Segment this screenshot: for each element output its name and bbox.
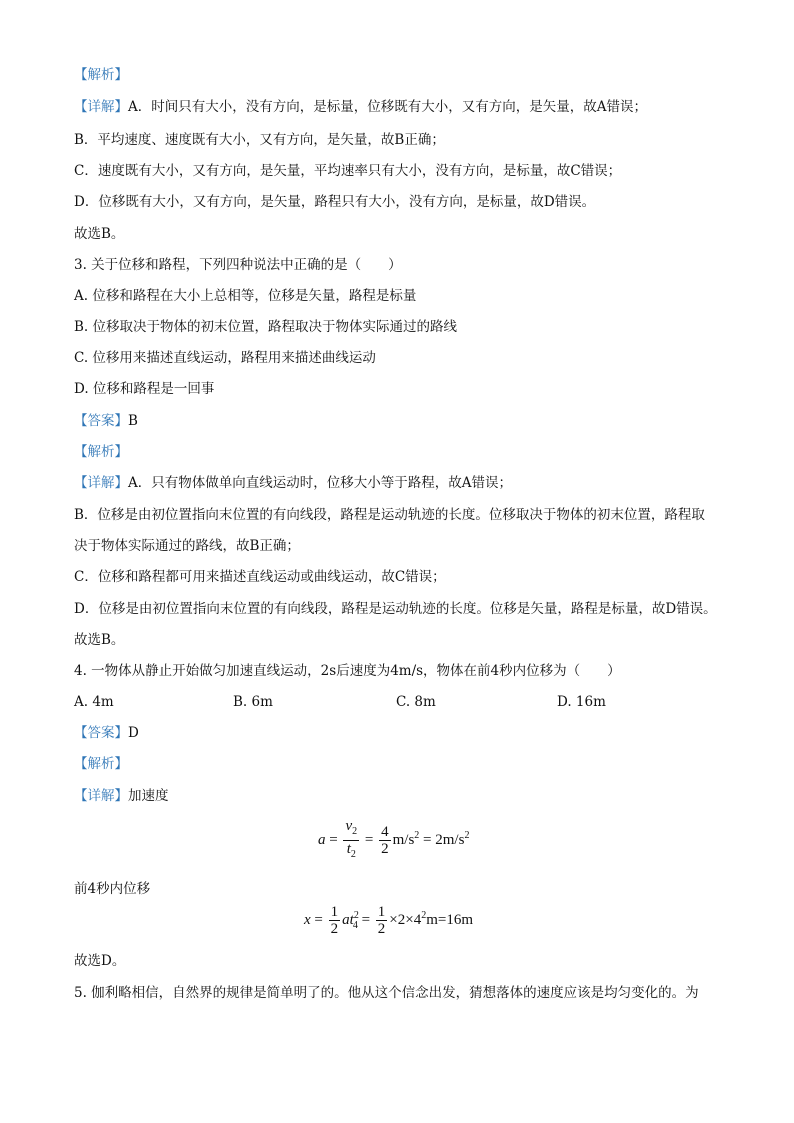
formula-sub: 2 xyxy=(352,826,358,837)
detail-text: A．只有物体做单向直线运动时，位移大小等于路程，故A错误； xyxy=(128,475,512,491)
formula-unit: m/s xyxy=(392,831,415,848)
explain-line: C．速度既有大小，又有方向，是矢量，平均速率只有大小，没有方向，是标量，故C错误； xyxy=(74,163,622,179)
formula-num: 1 xyxy=(377,904,386,920)
formula-eq: = xyxy=(361,911,371,928)
question-stem: 4. 一物体从静止开始做匀加速直线运动，2s后速度为4m/s，物体在前4秒内位移为（ ） xyxy=(74,663,621,679)
option-a: A. 4m xyxy=(74,694,114,710)
detail-line xyxy=(74,787,169,805)
detail-tag: 【详解】 xyxy=(74,99,128,115)
formula-sub: 4 xyxy=(352,919,358,931)
fraction xyxy=(343,818,359,863)
acceleration-formula xyxy=(318,818,469,863)
answer-line xyxy=(74,724,139,742)
option-d: D. 位移和路程是一回事 xyxy=(74,381,215,397)
formula-var: x xyxy=(304,911,311,928)
formula-var: a xyxy=(318,831,326,848)
option-b: B. 6m xyxy=(233,694,273,710)
detail-text: A．时间只有大小，没有方向，是标量，位移既有大小，又有方向，是矢量，故A错误； xyxy=(128,99,647,115)
formula-var: at xyxy=(342,911,354,928)
explain-line: C．位移和路程都可用来描述直线运动或曲线运动，故C错误； xyxy=(74,569,446,585)
formula-mid: ×2×4 xyxy=(389,911,422,928)
conclusion: 故选B。 xyxy=(74,226,125,242)
explain-line: B．位移是由初位置指向末位置的有向线段，路程是运动轨迹的长度。位移取决于物体的初末位置，路程取 xyxy=(74,507,705,523)
answer-line xyxy=(74,412,138,430)
fraction xyxy=(376,904,388,937)
answer-value: B xyxy=(128,413,138,429)
option-a: A. 位移和路程在大小上总相等，位移是矢量，路程是标量 xyxy=(74,288,417,304)
fraction xyxy=(329,904,341,937)
explain-line: D．位移既有大小，又有方向，是矢量，路程只有大小，没有方向，是标量，故D错误。 xyxy=(74,194,596,210)
fraction xyxy=(379,824,391,857)
question-stem: 3. 关于位移和路程，下列四种说法中正确的是（ ） xyxy=(74,257,402,273)
formula-num: 1 xyxy=(330,904,339,920)
formula-sup: 2 xyxy=(464,829,470,841)
option-d: D. 16m xyxy=(557,694,606,710)
detail-text: 前4秒内位移 xyxy=(74,881,151,897)
formula-sub: 2 xyxy=(350,849,356,860)
detail-line xyxy=(74,474,512,492)
question-stem: 5. 伽利略相信，自然界的规律是简单明了的。他从这个信念出发，猜想落体的速度应该是均匀变化的。为 xyxy=(74,985,699,1001)
formula-sup: 2 xyxy=(421,909,427,921)
option-c: C. 位移用来描述直线运动，路程用来描述曲线运动 xyxy=(74,350,376,366)
explain-line: 决于物体实际通过的路线，故B正确； xyxy=(74,538,300,554)
option-b: B. 位移取决于物体的初末位置，路程取决于物体实际通过的路线 xyxy=(74,319,458,335)
formula-result: m=16m xyxy=(426,911,473,928)
formula-result: = 2m/s xyxy=(423,831,465,848)
conclusion: 故选B。 xyxy=(74,632,125,648)
analysis-tag: 【解析】 xyxy=(74,67,128,83)
formula-eq: = xyxy=(364,831,374,848)
displacement-formula xyxy=(304,904,473,937)
option-c: C. 8m xyxy=(396,694,436,710)
explain-line: D．位移是由初位置指向末位置的有向线段，路程是运动轨迹的长度。位移是矢量，路程是标量，故D错误。 xyxy=(74,601,717,617)
formula-eq: = xyxy=(314,911,323,928)
explain-line: B．平均速度、速度既有大小，又有方向，是矢量，故B正确； xyxy=(74,132,445,148)
formula-sup: 2 xyxy=(414,829,420,841)
answer-tag: 【答案】 xyxy=(74,725,128,741)
formula-var: t xyxy=(346,841,351,857)
analysis-tag: 【解析】 xyxy=(74,444,128,460)
detail-text: 加速度 xyxy=(128,788,169,804)
answer-tag: 【答案】 xyxy=(74,413,128,429)
formula-sup: 2 xyxy=(353,909,359,921)
analysis-tag: 【解析】 xyxy=(74,756,128,772)
formula-num: 4 xyxy=(381,824,389,840)
detail-tag: 【详解】 xyxy=(74,475,128,491)
detail-tag: 【详解】 xyxy=(74,788,128,804)
formula-eq: = xyxy=(329,831,338,848)
formula-den: 2 xyxy=(381,841,389,857)
detail-line xyxy=(74,98,647,116)
answer-value: D xyxy=(128,725,139,741)
formula-den: 2 xyxy=(330,921,339,937)
formula-var: v xyxy=(345,818,353,834)
conclusion: 故选D。 xyxy=(74,953,126,969)
formula-den: 2 xyxy=(377,921,386,937)
